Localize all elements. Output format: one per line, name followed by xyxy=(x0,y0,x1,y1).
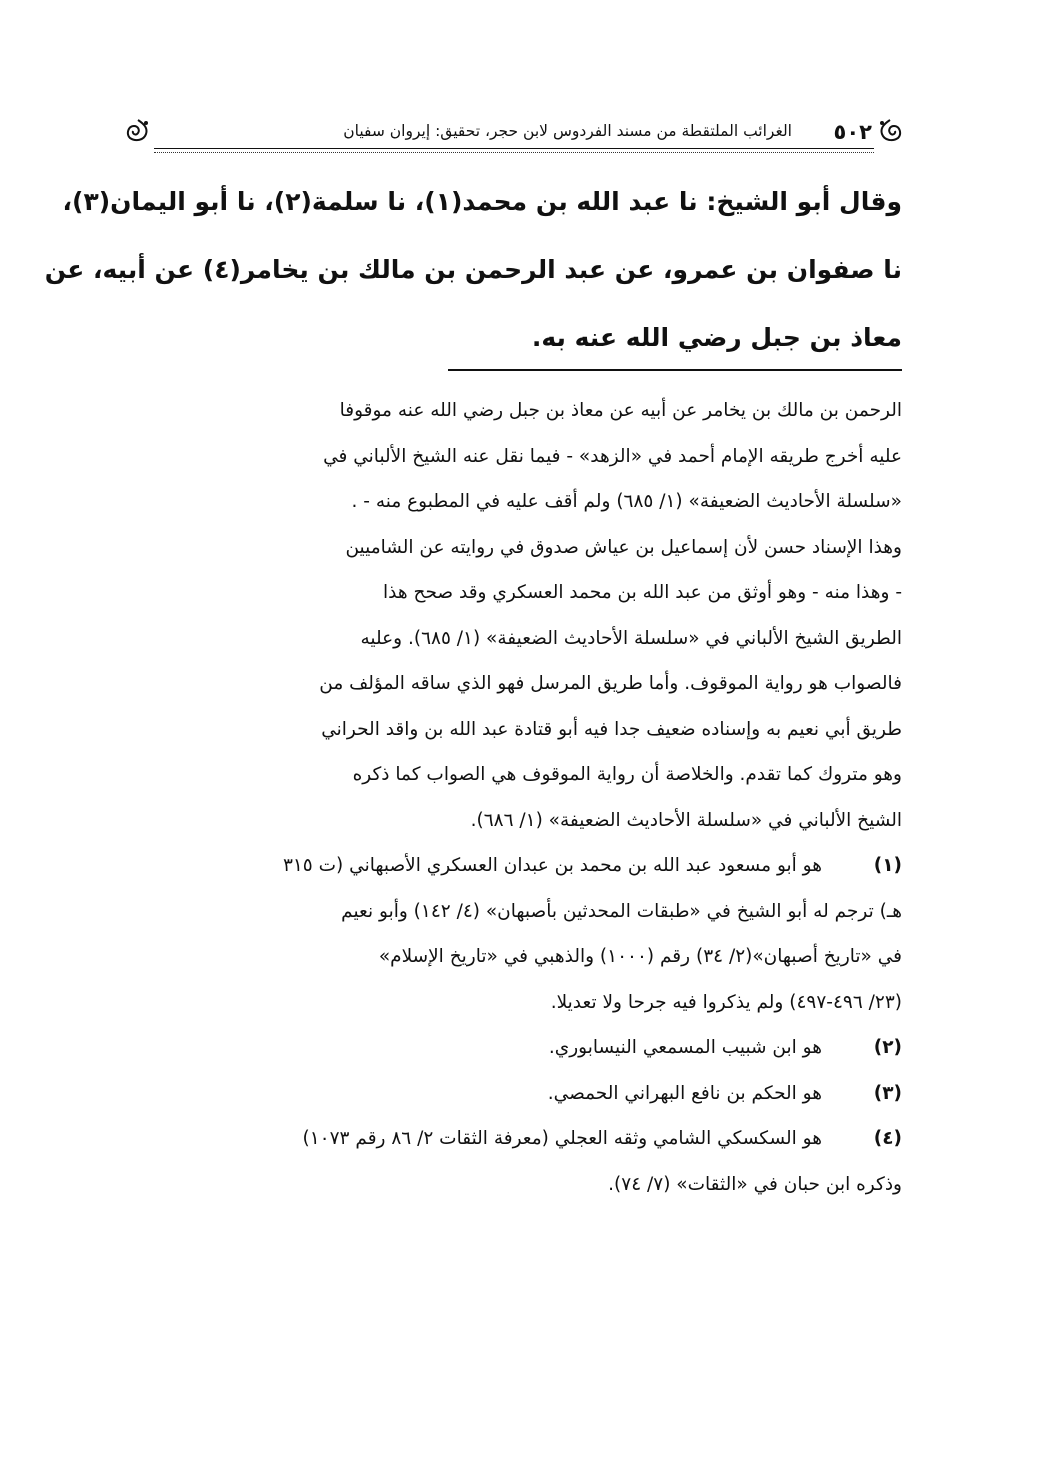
footnote-separator xyxy=(448,369,902,371)
footnote-line: هو الحكم بن نافع البهراني الحمصي. xyxy=(547,1082,822,1104)
header-dotted-rule xyxy=(154,152,874,153)
footnote-1 xyxy=(124,843,902,1025)
footnote-line: وهو متروك كما تقدم. والخلاصة أن رواية الموقوف هي الصواب كما ذكره xyxy=(352,764,902,785)
header-rule xyxy=(154,148,874,149)
footnote-line: (٢٣/ ٤٩٦-٤٩٧) ولم يذكروا فيه جرحا ولا تعديلا. xyxy=(550,991,902,1013)
main-line: نا صفوان بن عمرو، عن عبد الرحمن بن مالك بن يخامر(٤) عن أبيه، عن xyxy=(44,255,902,284)
footnote-line: في «تاريخ أصبهان»(٢/ ٣٤) رقم (١٠٠٠) والذهبي في «تاريخ الإسلام» xyxy=(378,946,902,967)
footnote-line: الشيخ الألباني في «سلسلة الأحاديث الضعيفة» (١/ ٦٨٦). xyxy=(470,809,902,831)
footnote-line: «سلسلة الأحاديث الضعيفة» (١/ ٦٨٥) ولم أقف عليه في المطبوع منه - . xyxy=(351,491,902,512)
footnote-line: وذكره ابن حبان في «الثقات» (٧/ ٧٤). xyxy=(608,1173,902,1195)
footnote-line: هو أبو مسعود عبد الله بن محمد بن عبدان العسكري الأصبهاني (ت ٣١٥ xyxy=(282,855,822,876)
footnote-number: (٢) xyxy=(873,1037,902,1058)
footnote-line: وهذا الإسناد حسن لأن إسماعيل بن عياش صدوق في روايته عن الشاميين xyxy=(345,536,902,558)
footnote-line: طريق أبي نعيم به وإسناده ضعيف جدا فيه أبو قتادة عبد الله بن واقد الحراني xyxy=(321,718,902,740)
footnote-3 xyxy=(124,1071,902,1117)
footnote-line: - وهذا منه - وهو أوثق من عبد الله بن محمد العسكري وقد صحح هذا xyxy=(383,582,902,603)
footnote-number: (٤) xyxy=(873,1128,902,1149)
main-paragraph xyxy=(44,168,902,372)
footnote-line: عليه أخرج طريقه الإمام أحمد في «الزهد» - فيما نقل عنه الشيخ الألباني في xyxy=(323,445,902,467)
footnote-4 xyxy=(124,1116,902,1207)
footnotes-section xyxy=(124,388,902,1207)
main-line: معاذ بن جبل رضي الله عنه به. xyxy=(531,323,902,352)
footnote-number: (١) xyxy=(873,855,902,876)
footnote-line: هـ) ترجم له أبو الشيخ في «طبقات المحدثين بأصبهان» (٤/ ١٤٢) وأبو نعيم xyxy=(341,900,902,922)
footnote-continuation xyxy=(124,388,902,843)
footnote-line: الطريق الشيخ الألباني في «سلسلة الأحاديث الضعيفة» (١/ ٦٨٥). وعليه xyxy=(360,627,902,649)
footnote-2 xyxy=(124,1025,902,1071)
ornament-right-icon xyxy=(876,118,904,144)
page-number: ٥٠٢ xyxy=(833,120,872,144)
main-line: وقال أبو الشيخ: نا عبد الله بن محمد(١)، نا سلمة(٢)، نا أبو اليمان(٣)، xyxy=(62,187,902,216)
footnote-line: هو ابن شبيب المسمعي النيسابوري. xyxy=(548,1037,822,1058)
page-header xyxy=(124,112,904,152)
footnote-line: فالصواب هو رواية الموقوف. وأما طريق المرسل فهو الذي ساقه المؤلف من xyxy=(319,673,902,694)
footnote-line: هو السكسكي الشامي وثقه العجلي (معرفة الثقات ٢/ ٨٦ رقم ١٠٧٣) xyxy=(302,1128,822,1149)
running-title: الغرائب الملتقطة من مسند الفردوس لابن حجر، تحقيق: إيروان سفيان xyxy=(343,122,792,140)
footnote-number: (٣) xyxy=(873,1082,902,1104)
ornament-left-icon xyxy=(124,118,152,144)
footnote-line: الرحمن بن مالك بن يخامر عن أبيه عن معاذ بن جبل رضي الله عنه موقوفا xyxy=(339,400,902,421)
